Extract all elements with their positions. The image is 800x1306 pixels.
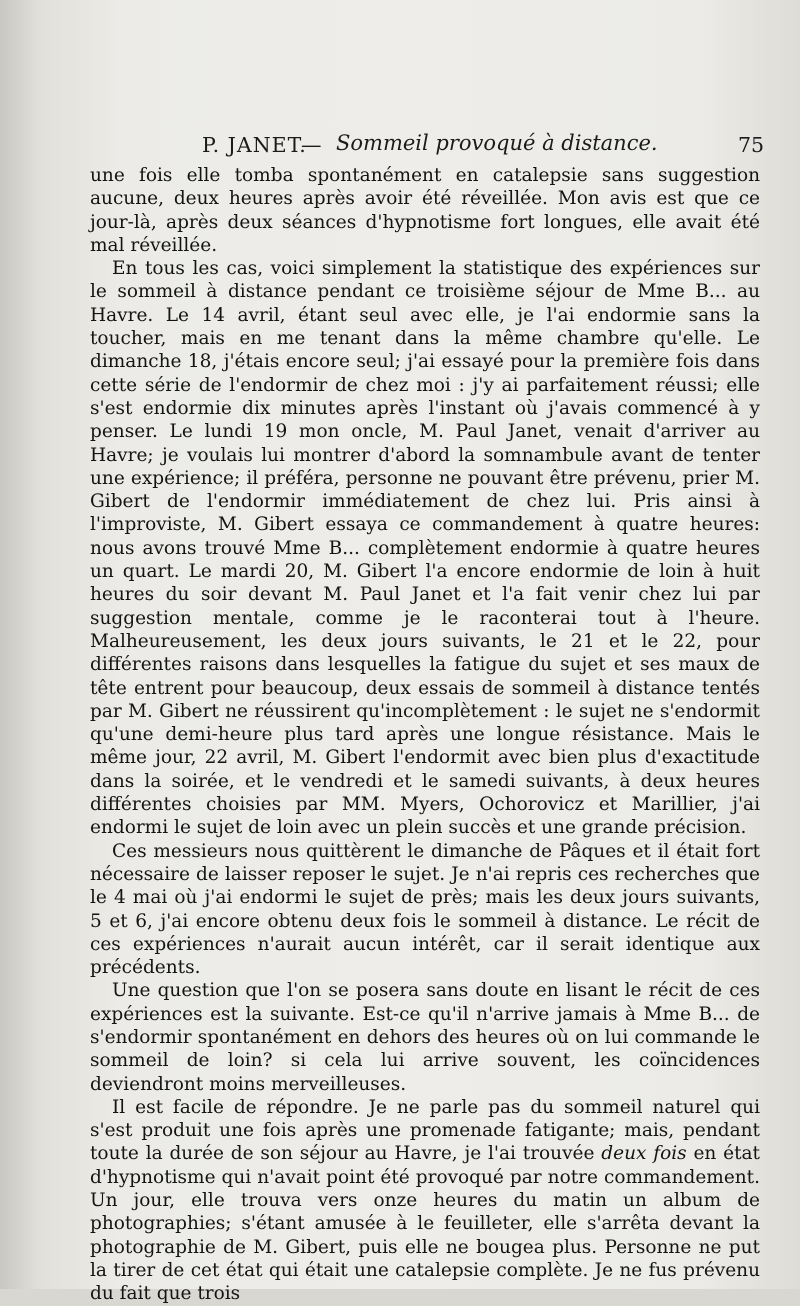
running-header bbox=[90, 131, 770, 161]
header-dash: — bbox=[301, 133, 322, 157]
body-text bbox=[90, 164, 760, 1306]
paragraph-continued: une fois elle tomba spontanément en catalepsie sans suggestion aucune, deux heures après avoir été réveillée. Mon avis est que ce jour-là, après deux séances d'hypnotisme fort longues, elle avait été mal réveillée. bbox=[90, 165, 760, 256]
text-run: en état d'hypnotisme qui n'avait point été provoqué par notre commandement. Un jour, elle trouva vers onze heures du matin un album de photographies; s'étant amusée à le feuilleter, elle s'arrêta devant la photographie de M. Gibert, puis elle ne bougea plus. Personne ne put la tirer de cet état qui était une catalepsie complète. Je ne fus prévenu du fait que trois bbox=[90, 1143, 760, 1305]
header-title: Sommeil provoqué à distance. bbox=[336, 131, 658, 155]
paragraph-last bbox=[90, 1096, 760, 1306]
paragraph: Une question que l'on se posera sans doute en lisant le récit de ces expériences est la suivante. Est-ce qu'il n'arrive jamais à Mme B... de s'endormir spontanément en dehors des heures où on lui commande le sommeil de loin? si cela lui arrive souvent, les coïncidences deviendront moins merveilleuses. bbox=[90, 980, 760, 1095]
paragraph: Ces messieurs nous quittèrent le dimanche de Pâques et il était fort nécessaire de laisser reposer le sujet. Je n'ai repris ces recherches que le 4 mai où j'ai endormi le sujet de près; mais les deux jours suivants, 5 et 6, j'ai encore obtenu deux fois le sommeil à distance. Le récit de ces expériences n'aurait aucun intérêt, car il serait identique aux précédents. bbox=[90, 840, 760, 979]
paragraph: En tous les cas, voici simplement la statistique des expériences sur le sommeil à distance pendant ce troisième séjour de Mme B... au Havre. Le 14 avril, étant seul avec elle, je l'ai endormie sans la toucher, mais en me tenant dans la même chambre qu'elle. Le dimanche 18, j'étais encore seul; j'ai essayé pour la première fois dans cette série de l'endormir de chez moi : j'y ai parfaitement réussi; elle s'est endormie dix minutes après l'instant où j'avais commencé à y penser. Le lundi 19 mon oncle, M. Paul Janet, venait d'arriver au Havre; je voulais lui montrer d'abord la somnambule avant de tenter une expérience; il préféra, personne ne pouvant être prévenu, prier M. Gibert de l'endormir immédiatement de chez lui. Pris ainsi à l'improviste, M. Gibert essaya ce commandement à quatre heures: nous avons trouvé Mme B... complètement endormie à quatre heures un quart. Le mardi 20, M. Gibert l'a encore endormie de loin à huit heures du soir devant M. Paul Janet et l'a fait venir chez lui par suggestion mentale, comme je le raconterai tout à l'heure. Malheureusement, les deux jours suivants, le 21 et le 22, pour différentes raisons dans lesquelles la fatigue du sujet et ses maux de tête entrent pour beaucoup, deux essais de sommeil à distance tentés par M. Gibert ne réussirent qu'incomplètement : le sujet ne s'endormit qu'une demi-heure plus tard après une longue résistance. Mais le même jour, 22 avril, M. Gibert l'endormit avec bien plus d'exactitude dans la soirée, et le vendredi et le samedi suivants, à deux heures différentes choisies par MM. Myers, Ochorovicz et Marillier, j'ai endormi le sujet de loin avec un plein succès et une grande précision. bbox=[90, 258, 760, 839]
header-author: P. JANET. bbox=[202, 133, 307, 157]
text-run: Il est facile de répondre. Je ne parle pas du sommeil naturel qui s'est produit une fois après une promenade fatigante; mais, pendant toute la durée de son séjour au Havre, je l'ai trouvée bbox=[90, 1096, 760, 1165]
italic-emphasis: deux fois bbox=[601, 1143, 687, 1165]
page-number: 75 bbox=[738, 133, 765, 157]
